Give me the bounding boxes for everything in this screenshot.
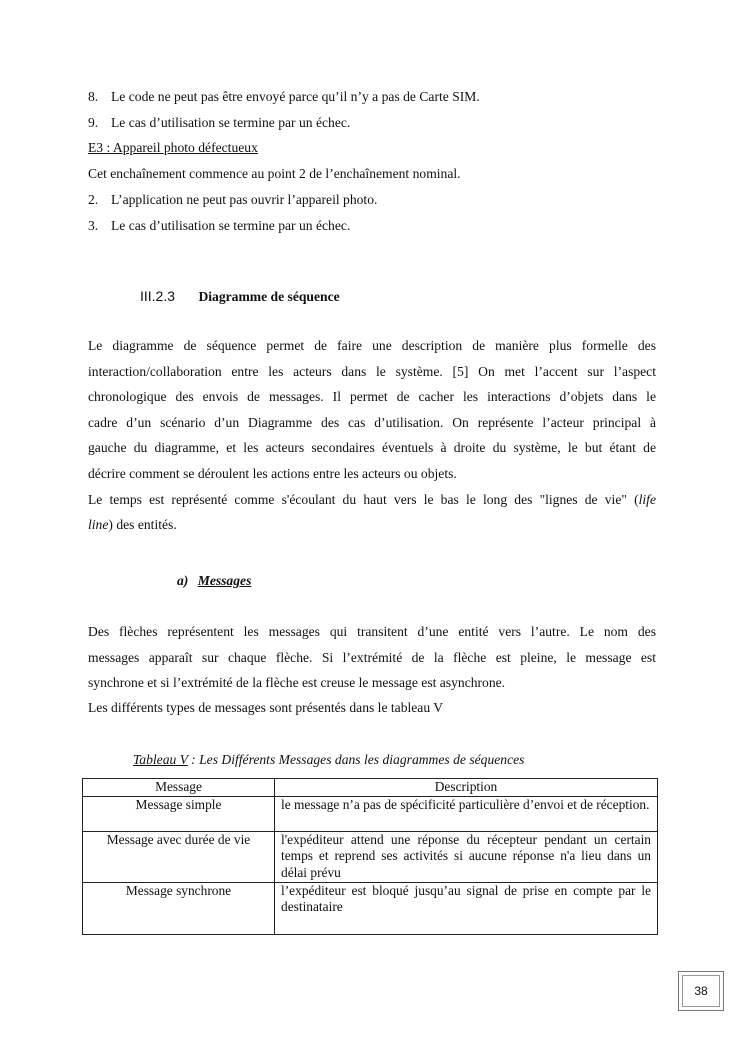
page-number: 38 [694,984,708,998]
table-row [83,831,658,882]
paragraph-sequence-diagram [88,333,656,538]
paragraph-line: Des flèches représentent les messages qui transitent d’une entité vers l’autre. Le nom des [88,624,656,639]
subsection-heading [177,573,251,589]
message-cell: Message synchrone [83,882,275,934]
paragraph-line: interaction/collaboration entre les acteurs dans le système. [5] On met l’accent sur l’aspect [88,363,656,379]
list-item [88,192,377,208]
table-header-message: Message [83,779,275,797]
list-item [88,89,480,105]
paragraph-line: cadre d’un scénario d’un Diagramme des cas d’utilisation. On représente l’acteur principal à [88,414,656,430]
caption-text: : Les Différents Messages dans les diagrammes de séquences [187,752,525,767]
table-header-description: Description [275,779,658,797]
message-cell: Message simple [83,796,275,831]
list-number: 9. [88,115,99,130]
paragraph-messages [88,619,656,696]
paragraph-line: gauche du diagramme, et les acteurs secondaires éventuels à droite du système, le but étant de [88,440,656,456]
paragraph-line: messages apparaît sur chaque flèche. Si l’extrémité de la flèche est pleine, le message est [88,649,656,665]
table-header-row [83,779,658,797]
italic-term: line [88,517,109,533]
page-number-box [678,971,724,1011]
paragraph-line [88,512,656,538]
list-text: Le cas d’utilisation se termine par un échec. [111,218,351,233]
description-cell: l’expéditeur est bloqué jusqu’au signal de prise en compte par le destinataire [275,882,658,934]
table-row [83,882,658,934]
section-heading [140,288,340,305]
paragraph-line: synchrone et si l’extrémité de la flèche est creuse le message est asynchrone. [88,675,506,691]
paragraph-line: chronologique des envois de messages. Il permet de cacher les interactions d’objets dans le [88,389,656,405]
subsection-title: Messages [197,573,252,588]
paragraph-text: ) des entités. [108,517,177,533]
table-row [83,796,658,831]
list-text: Le cas d’utilisation se termine par un échec. [111,115,351,130]
section-title: Diagramme de séquence [198,289,340,304]
table-caption [133,752,524,768]
list-number: 2. [88,192,99,207]
list-text: L’application ne peut pas ouvrir l’appareil photo. [111,192,378,207]
list-number: 3. [88,218,99,233]
caption-label: Tableau V [133,752,188,767]
section-number: III.2.3 [140,288,176,304]
paragraph-line: décrire comment se déroulent les actions entre les acteurs ou objets. [88,465,457,481]
description-cell: le message n’a pas de spécificité particulière d’envoi et de réception. [275,796,658,831]
italic-term: life [638,491,656,507]
paragraph-text: Le temps est représenté comme s'écoulant du haut vers le bas le long des "lignes de vie" ( [88,491,639,507]
paragraph-line [88,487,656,513]
paragraph-table-intro: Les différents types de messages sont présentés dans le tableau V [88,700,444,715]
subsection-label: a) [177,573,189,588]
list-number: 8. [88,89,99,104]
list-item [88,115,350,131]
e3-title: E3 : Appareil photo défectueux [88,140,258,155]
messages-table [82,778,658,935]
message-cell: Message avec durée de vie [83,831,275,882]
list-text: Le code ne peut pas être envoyé parce qu’il n’y a pas de Carte SIM. [111,89,480,104]
e3-intro: Cet enchaînement commence au point 2 de l’enchaînement nominal. [88,166,461,181]
description-cell: l'expéditeur attend une réponse du récepteur pendant un certain temps et reprend ses activités si aucune réponse n'a lieu dans un délai prévu [275,831,658,882]
list-item [88,218,350,234]
paragraph-line: Le diagramme de séquence permet de faire une description de manière plus formelle des [88,338,656,353]
